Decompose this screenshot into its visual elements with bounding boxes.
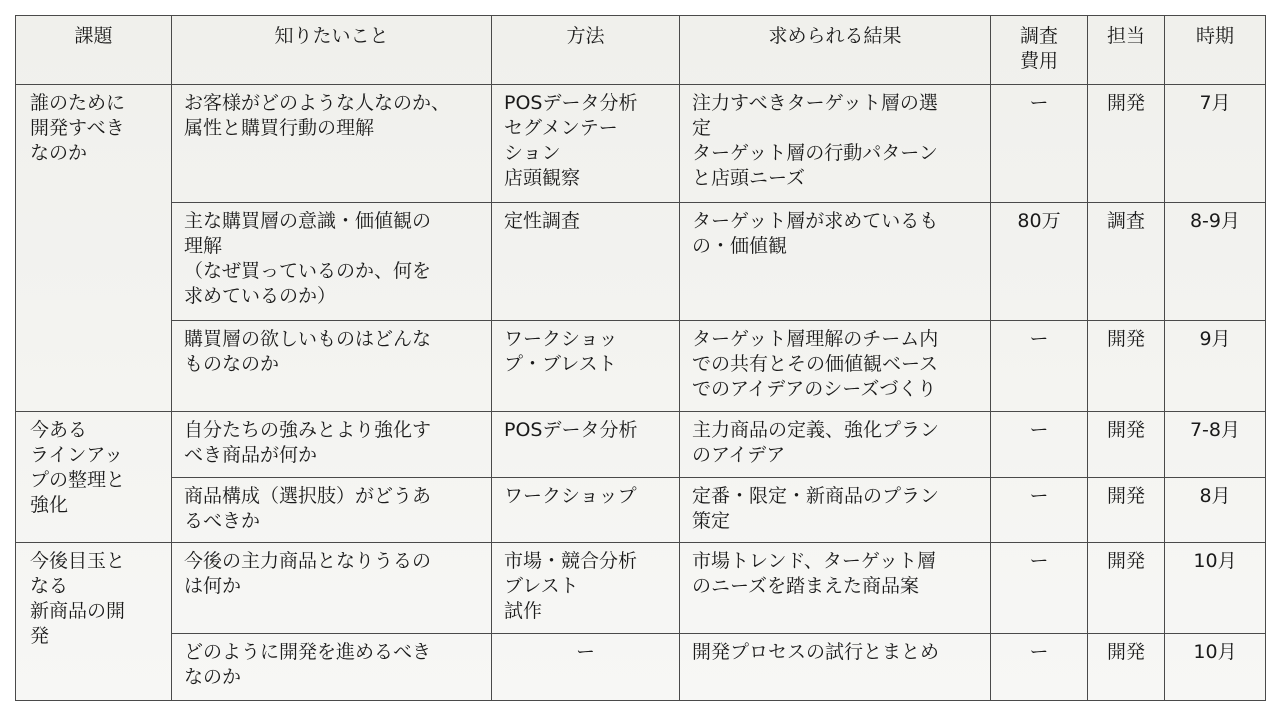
method-cell: 定性調査 [492,203,680,321]
issue-cell: 今後目玉と なる 新商品の開 発 [16,543,172,701]
cost-cell: ー [991,321,1088,412]
plan-table [15,15,1266,701]
want-cell: 購買層の欲しいものはどんな ものなのか [172,321,492,412]
method-cell: ワークショッ プ・ブレスト [492,321,680,412]
owner-cell: 開発 [1088,478,1165,543]
period-cell: 7-8月 [1165,412,1266,478]
period-cell: 10月 [1165,543,1266,634]
owner-cell: 開発 [1088,321,1165,412]
owner-cell: 開発 [1088,412,1165,478]
cost-cell: ー [991,412,1088,478]
result-cell: 定番・限定・新商品のプラン 策定 [680,478,991,543]
result-cell: 注力すべきターゲット層の選 定 ターゲット層の行動パターン と店頭ニーズ [680,85,991,203]
period-cell: 8月 [1165,478,1266,543]
table-row [16,543,1266,634]
period-cell: 7月 [1165,85,1266,203]
table-row [16,478,1266,543]
owner-cell: 開発 [1088,634,1165,701]
cost-cell: 80万 [991,203,1088,321]
method-cell: ワークショップ [492,478,680,543]
cost-cell: ー [991,478,1088,543]
header-want-to-know: 知りたいこと [172,16,492,85]
result-cell: ターゲット層が求めているも の・価値観 [680,203,991,321]
period-cell: 8-9月 [1165,203,1266,321]
header-owner: 担当 [1088,16,1165,85]
owner-cell: 開発 [1088,85,1165,203]
table-row [16,634,1266,701]
method-cell: 市場・競合分析 ブレスト 試作 [492,543,680,634]
result-cell: 主力商品の定義、強化プラン のアイデア [680,412,991,478]
table-row [16,412,1266,478]
issue-cell: 誰のために 開発すべき なのか [16,85,172,412]
method-cell: POSデータ分析 セグメンテー ション 店頭観察 [492,85,680,203]
table-row [16,85,1266,203]
result-cell: 開発プロセスの試行とまとめ [680,634,991,701]
owner-cell: 開発 [1088,543,1165,634]
header-expected-result: 求められる結果 [680,16,991,85]
table-header-row [16,16,1266,85]
header-period: 時期 [1165,16,1266,85]
result-cell: ターゲット層理解のチーム内 での共有とその価値観ベース でのアイデアのシーズづくり [680,321,991,412]
cost-cell: ー [991,85,1088,203]
result-cell: 市場トレンド、ターゲット層 のニーズを踏まえた商品案 [680,543,991,634]
table-row [16,203,1266,321]
want-cell: 今後の主力商品となりうるの は何か [172,543,492,634]
cost-cell: ー [991,543,1088,634]
want-cell: お客様がどのような人なのか、 属性と購買行動の理解 [172,85,492,203]
want-cell: 商品構成（選択肢）がどうあ るべきか [172,478,492,543]
want-cell: 主な購買層の意識・価値観の 理解 （なぜ買っているのか、何を 求めているのか） [172,203,492,321]
cost-cell: ー [991,634,1088,701]
owner-cell: 調査 [1088,203,1165,321]
method-cell: POSデータ分析 [492,412,680,478]
method-cell: ー [492,634,680,701]
header-method: 方法 [492,16,680,85]
period-cell: 10月 [1165,634,1266,701]
period-cell: 9月 [1165,321,1266,412]
want-cell: どのように開発を進めるべき なのか [172,634,492,701]
header-issue: 課題 [16,16,172,85]
issue-cell: 今ある ラインアッ プの整理と 強化 [16,412,172,543]
want-cell: 自分たちの強みとより強化す べき商品が何か [172,412,492,478]
header-survey-cost: 調査 費用 [991,16,1088,85]
table-row [16,321,1266,412]
